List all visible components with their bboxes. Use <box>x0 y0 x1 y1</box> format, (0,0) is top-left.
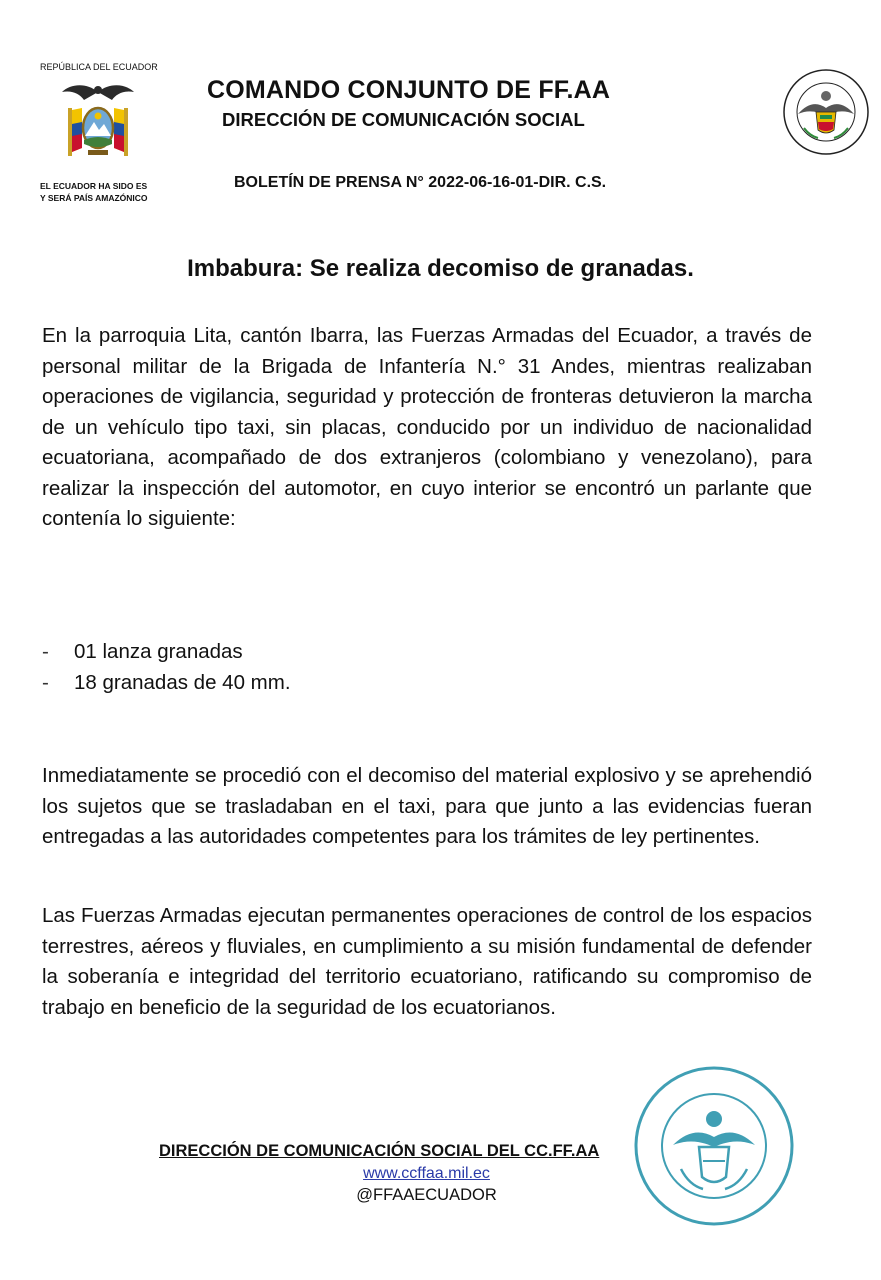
seized-items-list <box>42 636 642 698</box>
list-item <box>42 667 642 698</box>
footer-twitter-handle: @FFAAECUADOR <box>356 1186 497 1204</box>
header-subtitle: DIRECCIÓN DE COMUNICACIÓN SOCIAL <box>222 109 585 130</box>
footer-organization: DIRECCIÓN DE COMUNICACIÓN SOCIAL DEL CC.FF.AA <box>159 1142 600 1160</box>
paragraph-intro: En la parroquia Lita, cantón Ibarra, las Fuerzas Armadas del Ecuador, a través de personal militar de la Brigada de Infantería N.° 31 Andes, mientras realizaban operaciones de vigilancia, seguridad y protección de fronteras detuvieron la marcha de un vehículo tipo taxi, sin placas, conducido por un individuo de nacionalidad ecuatoriana, acompañado de dos extranjeros (colombiano y venezolano), para realizar la inspección del automotor, en cuyo interior se encontró un parlante que contenía lo siguiente: <box>42 324 812 530</box>
paragraph-mission: Las Fuerzas Armadas ejecutan permanentes operaciones de control de los espacios terrestres, aéreos y fluviales, en cumplimiento a su misión fundamental de defender la soberanía e integridad del territorio ecuatoriano, ratificando su compromiso de trabajo en beneficio de la seguridad de los ecuatorianos. <box>42 904 812 1019</box>
republic-motto <box>40 180 148 204</box>
list-item-text: 18 granadas de 40 mm. <box>74 671 291 694</box>
list-item-text: 01 lanza granadas <box>74 640 243 663</box>
republic-motto-line: Y SERÁ PAÍS AMAZÓNICO <box>40 193 148 203</box>
bulletin-number: BOLETÍN DE PRENSA N° 2022-06-16-01-DIR. C.S. <box>234 174 607 191</box>
list-item <box>42 636 642 667</box>
document-title: Imbabura: Se realiza decomiso de granadas. <box>187 255 694 282</box>
ecuador-coat-of-arms-icon <box>58 78 138 168</box>
republic-motto-line: EL ECUADOR HA SIDO ES <box>40 181 148 191</box>
armed-forces-seal-icon <box>782 68 870 156</box>
republic-label: REPÚBLICA DEL ECUADOR <box>40 62 158 72</box>
list-marker: - <box>42 671 49 694</box>
footer-website-link[interactable]: www.ccffaa.mil.ec <box>363 1165 490 1182</box>
paragraph-seizure: Inmediatamente se procedió con el decomiso del material explosivo y se aprehendió los sujetos que se trasladaban en el taxi, para que junto a las evidencias fueran entregadas a las autoridades competentes para los trámites de ley pertinentes. <box>42 764 812 848</box>
header-title: COMANDO CONJUNTO DE FF.AA <box>207 76 611 104</box>
list-marker: - <box>42 640 49 663</box>
